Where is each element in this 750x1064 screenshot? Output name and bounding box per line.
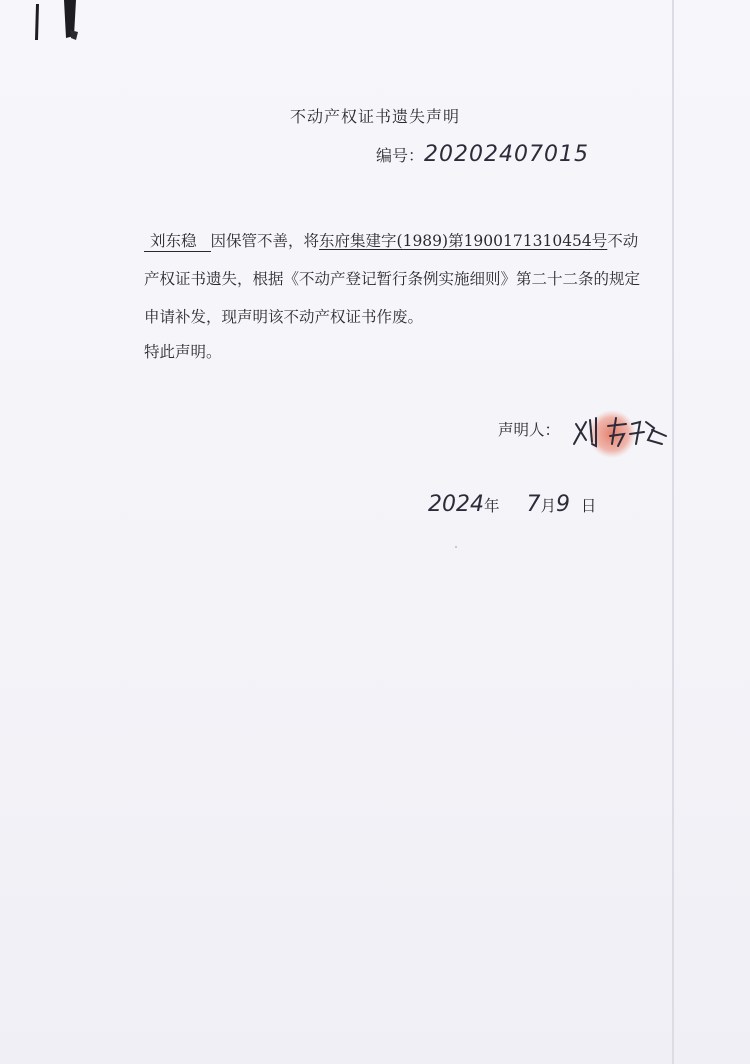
declaration-date — [428, 492, 596, 517]
date-day-label: 日 — [580, 497, 597, 515]
date-month: 7 — [526, 492, 541, 517]
closing-statement: 特此声明。 — [144, 343, 222, 361]
declarant-name: 刘东稳 — [144, 231, 211, 252]
signature-with-seal — [566, 400, 676, 464]
date-day: 9 — [555, 492, 570, 517]
scan-edge — [672, 0, 674, 1064]
declarant-label: 声明人： — [498, 421, 561, 439]
certificate-reference: 东府集建字(1989)第1900171310454 — [319, 232, 592, 250]
declaration-body — [113, 222, 653, 336]
scan-speck — [455, 546, 457, 548]
date-year-label: 年 — [484, 497, 500, 515]
certificate-suffix: 号 — [591, 232, 608, 250]
body-text-b: 不动产权证书遗失，根据《不动产登记暂行条例实施细则》第二十二条的规定申请补发，现声明该不动产权证书作废。 — [144, 232, 641, 326]
number-value: 20202407015 — [424, 142, 589, 167]
date-month-label: 月 — [540, 497, 556, 515]
scan-artifact-marks — [30, 0, 90, 46]
number-label: 编号： — [376, 146, 425, 165]
body-text-a: 因保管不善，将 — [210, 232, 320, 250]
paragraph-1 — [113, 222, 653, 336]
document-title: 不动产权证书遗失声明 — [289, 107, 460, 126]
document-number — [376, 142, 589, 167]
date-year: 2024 — [428, 492, 484, 517]
